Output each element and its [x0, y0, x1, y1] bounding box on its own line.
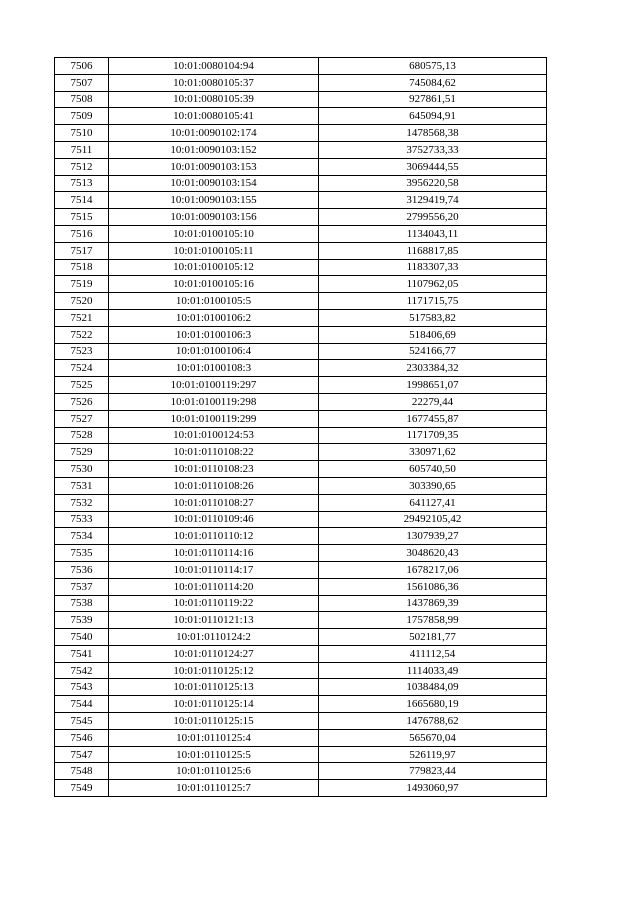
cadastral-value-cell: 927861,51	[319, 91, 547, 108]
table-row	[55, 259, 547, 276]
cadastral-number-cell: 10:01:0090103:154	[109, 175, 319, 192]
row-number-cell: 7549	[55, 780, 109, 797]
cadastral-value-cell: 1038484,09	[319, 679, 547, 696]
table-row	[55, 141, 547, 158]
row-number-cell: 7538	[55, 595, 109, 612]
cadastral-value-cell: 605740,50	[319, 461, 547, 478]
table-row	[55, 225, 547, 242]
row-number-cell: 7516	[55, 225, 109, 242]
row-number-cell: 7509	[55, 108, 109, 125]
cadastral-number-cell: 10:01:0110124:2	[109, 629, 319, 646]
table-row	[55, 242, 547, 259]
cadastral-number-cell: 10:01:0110108:22	[109, 444, 319, 461]
cadastral-number-cell: 10:01:0090103:156	[109, 209, 319, 226]
cadastral-number-cell: 10:01:0080105:39	[109, 91, 319, 108]
cadastral-value-cell: 1757858,99	[319, 612, 547, 629]
cadastral-value-cell: 645094,91	[319, 108, 547, 125]
row-number-cell: 7547	[55, 746, 109, 763]
row-number-cell: 7536	[55, 561, 109, 578]
table-row	[55, 612, 547, 629]
cadastral-number-cell: 10:01:0110124:27	[109, 645, 319, 662]
table-row	[55, 276, 547, 293]
cadastral-value-cell: 3956220,58	[319, 175, 547, 192]
table-row	[55, 696, 547, 713]
cadastral-value-cell: 641127,41	[319, 494, 547, 511]
cadastral-number-cell: 10:01:0110108:23	[109, 461, 319, 478]
table-row	[55, 444, 547, 461]
table-row	[55, 192, 547, 209]
table-row	[55, 175, 547, 192]
cadastral-number-cell: 10:01:0100108:3	[109, 360, 319, 377]
cadastral-number-cell: 10:01:0100106:2	[109, 309, 319, 326]
table-row	[55, 679, 547, 696]
cadastral-value-cell: 1437869,39	[319, 595, 547, 612]
cadastral-number-cell: 10:01:0080105:41	[109, 108, 319, 125]
row-number-cell: 7510	[55, 125, 109, 142]
cadastral-number-cell: 10:01:0100119:297	[109, 377, 319, 394]
table-row	[55, 746, 547, 763]
table-row	[55, 58, 547, 75]
cadastral-number-cell: 10:01:0100106:4	[109, 343, 319, 360]
cadastral-value-cell: 526119,97	[319, 746, 547, 763]
cadastral-number-cell: 10:01:0110121:13	[109, 612, 319, 629]
table-row	[55, 427, 547, 444]
cadastral-value-cell: 303390,65	[319, 477, 547, 494]
cadastral-value-cell: 1114033,49	[319, 662, 547, 679]
cadastral-value-cell: 3129419,74	[319, 192, 547, 209]
table-row	[55, 477, 547, 494]
row-number-cell: 7521	[55, 309, 109, 326]
table-row	[55, 461, 547, 478]
row-number-cell: 7533	[55, 511, 109, 528]
cadastral-value-cell: 2799556,20	[319, 209, 547, 226]
cadastral-number-cell: 10:01:0110125:6	[109, 763, 319, 780]
cadastral-number-cell: 10:01:0110114:17	[109, 561, 319, 578]
row-number-cell: 7513	[55, 175, 109, 192]
table-row	[55, 494, 547, 511]
cadastral-value-cell: 1998651,07	[319, 377, 547, 394]
table-body	[55, 58, 547, 797]
row-number-cell: 7517	[55, 242, 109, 259]
cadastral-number-cell: 10:01:0110108:27	[109, 494, 319, 511]
table-row	[55, 209, 547, 226]
row-number-cell: 7511	[55, 141, 109, 158]
row-number-cell: 7537	[55, 578, 109, 595]
cadastral-value-cell: 1561086,36	[319, 578, 547, 595]
row-number-cell: 7508	[55, 91, 109, 108]
cadastral-number-cell: 10:01:0110119:22	[109, 595, 319, 612]
table-row	[55, 662, 547, 679]
cadastral-value-cell: 1307939,27	[319, 528, 547, 545]
row-number-cell: 7545	[55, 713, 109, 730]
cadastral-number-cell: 10:01:0100119:298	[109, 393, 319, 410]
cadastral-value-cell: 3752733,33	[319, 141, 547, 158]
cadastral-value-cell: 1171715,75	[319, 293, 547, 310]
row-number-cell: 7512	[55, 158, 109, 175]
cadastral-number-cell: 10:01:0110114:20	[109, 578, 319, 595]
row-number-cell: 7543	[55, 679, 109, 696]
cadastral-number-cell: 10:01:0100105:12	[109, 259, 319, 276]
row-number-cell: 7544	[55, 696, 109, 713]
table-row	[55, 511, 547, 528]
row-number-cell: 7528	[55, 427, 109, 444]
row-number-cell: 7526	[55, 393, 109, 410]
row-number-cell: 7520	[55, 293, 109, 310]
table-row	[55, 578, 547, 595]
cadastral-value-cell: 502181,77	[319, 629, 547, 646]
cadastral-number-cell: 10:01:0100105:10	[109, 225, 319, 242]
cadastral-value-cell: 3069444,55	[319, 158, 547, 175]
cadastral-value-cell: 22279,44	[319, 393, 547, 410]
cadastral-value-cell: 1677455,87	[319, 410, 547, 427]
cadastral-value-cell: 1168817,85	[319, 242, 547, 259]
cadastral-number-cell: 10:01:0110125:14	[109, 696, 319, 713]
cadastral-number-cell: 10:01:0090103:153	[109, 158, 319, 175]
cadastral-number-cell: 10:01:0090103:152	[109, 141, 319, 158]
cadastral-value-cell: 565670,04	[319, 729, 547, 746]
table-row	[55, 108, 547, 125]
row-number-cell: 7523	[55, 343, 109, 360]
cadastral-value-table	[54, 57, 547, 797]
cadastral-value-cell: 29492105,42	[319, 511, 547, 528]
table-row	[55, 309, 547, 326]
table-row	[55, 528, 547, 545]
table-row	[55, 91, 547, 108]
row-number-cell: 7541	[55, 645, 109, 662]
row-number-cell: 7506	[55, 58, 109, 75]
cadastral-value-cell: 411112,54	[319, 645, 547, 662]
table-row	[55, 780, 547, 797]
row-number-cell: 7519	[55, 276, 109, 293]
cadastral-value-cell: 330971,62	[319, 444, 547, 461]
table-row	[55, 360, 547, 377]
row-number-cell: 7518	[55, 259, 109, 276]
row-number-cell: 7531	[55, 477, 109, 494]
cadastral-number-cell: 10:01:0100119:299	[109, 410, 319, 427]
table-row	[55, 561, 547, 578]
cadastral-number-cell: 10:01:0110125:15	[109, 713, 319, 730]
cadastral-number-cell: 10:01:0110125:5	[109, 746, 319, 763]
cadastral-value-cell: 1493060,97	[319, 780, 547, 797]
table-row	[55, 158, 547, 175]
cadastral-value-cell: 1183307,33	[319, 259, 547, 276]
cadastral-value-cell: 1665680,19	[319, 696, 547, 713]
cadastral-number-cell: 10:01:0100106:3	[109, 326, 319, 343]
cadastral-number-cell: 10:01:0110109:46	[109, 511, 319, 528]
row-number-cell: 7525	[55, 377, 109, 394]
table-row	[55, 74, 547, 91]
cadastral-value-cell: 745084,62	[319, 74, 547, 91]
table-row	[55, 293, 547, 310]
row-number-cell: 7522	[55, 326, 109, 343]
cadastral-number-cell: 10:01:0110108:26	[109, 477, 319, 494]
row-number-cell: 7529	[55, 444, 109, 461]
row-number-cell: 7515	[55, 209, 109, 226]
row-number-cell: 7548	[55, 763, 109, 780]
row-number-cell: 7539	[55, 612, 109, 629]
table-row	[55, 713, 547, 730]
cadastral-value-cell: 1478568,38	[319, 125, 547, 142]
cadastral-number-cell: 10:01:0100105:16	[109, 276, 319, 293]
cadastral-value-cell: 1107962,05	[319, 276, 547, 293]
cadastral-number-cell: 10:01:0110125:12	[109, 662, 319, 679]
cadastral-value-cell: 517583,82	[319, 309, 547, 326]
cadastral-number-cell: 10:01:0090103:155	[109, 192, 319, 209]
cadastral-number-cell: 10:01:0110125:13	[109, 679, 319, 696]
cadastral-number-cell: 10:01:0080105:37	[109, 74, 319, 91]
row-number-cell: 7514	[55, 192, 109, 209]
table-row	[55, 393, 547, 410]
cadastral-value-cell: 1476788,62	[319, 713, 547, 730]
row-number-cell: 7546	[55, 729, 109, 746]
row-number-cell: 7542	[55, 662, 109, 679]
cadastral-number-cell: 10:01:0100105:5	[109, 293, 319, 310]
cadastral-value-cell: 524166,77	[319, 343, 547, 360]
table-row	[55, 125, 547, 142]
cadastral-value-cell: 518406,69	[319, 326, 547, 343]
table-row	[55, 377, 547, 394]
cadastral-number-cell: 10:01:0080104:94	[109, 58, 319, 75]
row-number-cell: 7534	[55, 528, 109, 545]
row-number-cell: 7532	[55, 494, 109, 511]
cadastral-number-cell: 10:01:0100105:11	[109, 242, 319, 259]
row-number-cell: 7530	[55, 461, 109, 478]
cadastral-number-cell: 10:01:0090102:174	[109, 125, 319, 142]
cadastral-number-cell: 10:01:0110110:12	[109, 528, 319, 545]
cadastral-value-cell: 1678217,06	[319, 561, 547, 578]
row-number-cell: 7540	[55, 629, 109, 646]
cadastral-number-cell: 10:01:0110114:16	[109, 545, 319, 562]
table-row	[55, 629, 547, 646]
cadastral-value-cell: 1134043,11	[319, 225, 547, 242]
cadastral-number-cell: 10:01:0110125:7	[109, 780, 319, 797]
row-number-cell: 7535	[55, 545, 109, 562]
cadastral-value-cell: 2303384,32	[319, 360, 547, 377]
cadastral-value-cell: 680575,13	[319, 58, 547, 75]
cadastral-value-cell: 779823,44	[319, 763, 547, 780]
table-row	[55, 595, 547, 612]
row-number-cell: 7527	[55, 410, 109, 427]
row-number-cell: 7524	[55, 360, 109, 377]
cadastral-number-cell: 10:01:0110125:4	[109, 729, 319, 746]
table-row	[55, 326, 547, 343]
table-row	[55, 343, 547, 360]
table-row	[55, 410, 547, 427]
table-row	[55, 729, 547, 746]
table-row	[55, 763, 547, 780]
table-row	[55, 645, 547, 662]
row-number-cell: 7507	[55, 74, 109, 91]
cadastral-number-cell: 10:01:0100124:53	[109, 427, 319, 444]
table-row	[55, 545, 547, 562]
cadastral-value-cell: 3048620,43	[319, 545, 547, 562]
cadastral-value-cell: 1171709,35	[319, 427, 547, 444]
